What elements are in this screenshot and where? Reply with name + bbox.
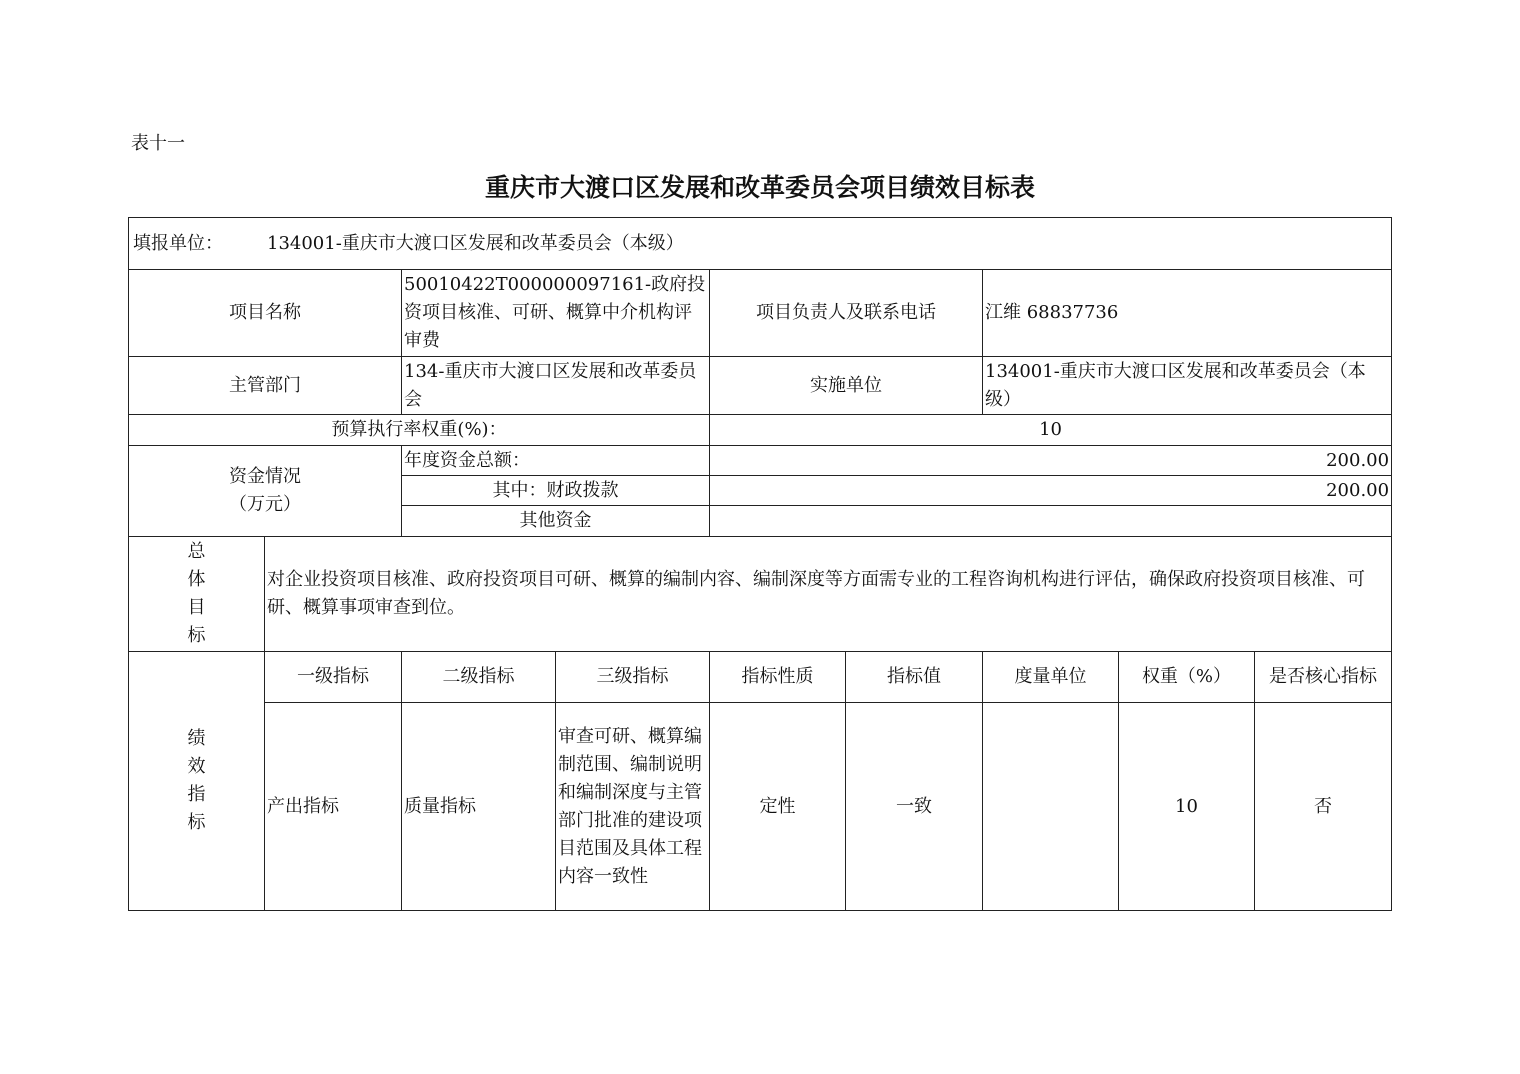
indicators-label-char: 指 [187,784,206,805]
impl-unit-label: 实施单位 [710,357,983,415]
indicator-value: 一致 [846,703,983,911]
fill-unit-cell [129,218,1392,270]
budget-weight-row [129,415,1392,446]
annual-total-label: 年度资金总额： [402,446,710,476]
budget-weight-label: 预算执行率权重(%)： [129,415,710,446]
indicator-level2: 质量指标 [402,703,556,911]
budget-weight-value: 10 [710,415,1392,446]
project-name-value: 50010422T000000097161-政府投资项目核准、可研、概算中介机构评审费 [402,270,710,357]
overall-goal-row [129,537,1392,652]
other-funds-label: 其他资金 [402,506,710,537]
indicator-level3: 审查可研、概算编制范围、编制说明和编制深度与主管部门批准的建设项目范围及具体工程内容一致性 [556,703,710,911]
column-header: 是否核心指标 [1255,652,1392,703]
column-header: 度量单位 [983,652,1119,703]
funds-label-line1: 资金情况 [229,466,301,487]
funds-label-line2: （万元） [229,494,301,515]
indicator-header-row [129,652,1392,703]
project-name-label: 项目名称 [129,270,402,357]
table-number: 表十一 [131,133,185,154]
overall-goal-label-char: 标 [187,625,206,646]
fill-unit-row [129,218,1392,270]
fill-unit-label: 填报单位： [133,232,223,254]
indicator-nature: 定性 [710,703,846,911]
column-header: 权重（%） [1119,652,1255,703]
other-funds-value [710,506,1392,537]
table-row [129,703,1392,911]
indicators-label [129,652,265,911]
dept-value: 134-重庆市大渡口区发展和改革委员会 [402,357,710,415]
page-title: 重庆市大渡口区发展和改革委员会项目绩效目标表 [484,173,1035,202]
contact-value: 江维 68837736 [983,270,1392,357]
column-header: 三级指标 [556,652,710,703]
funds-label [129,446,402,537]
funds-total-row [129,446,1392,476]
contact-label: 项目负责人及联系电话 [710,270,983,357]
column-header: 指标性质 [710,652,846,703]
performance-target-table [128,217,1392,911]
indicator-weight: 10 [1119,703,1255,911]
fiscal-label: 其中：财政拨款 [402,476,710,506]
overall-goal-label-char: 体 [187,569,206,590]
impl-unit-value: 134001-重庆市大渡口区发展和改革委员会（本级） [983,357,1392,415]
dept-label: 主管部门 [129,357,402,415]
indicators-label-char: 绩 [187,728,206,749]
column-header: 二级指标 [402,652,556,703]
dept-row [129,357,1392,415]
indicator-level1: 产出指标 [265,703,402,911]
project-name-row [129,270,1392,357]
indicator-core: 否 [1255,703,1392,911]
indicator-unit [983,703,1119,911]
fiscal-value: 200.00 [710,476,1392,506]
overall-goal-text: 对企业投资项目核准、政府投资项目可研、概算的编制内容、编制深度等方面需专业的工程咨询机构进行评估，确保政府投资项目核准、可研、概算事项审查到位。 [265,537,1392,652]
overall-goal-label [129,537,265,652]
indicators-label-char: 标 [187,812,206,833]
indicators-label-char: 效 [187,756,206,777]
overall-goal-label-char: 总 [187,541,206,562]
annual-total-value: 200.00 [710,446,1392,476]
column-header: 一级指标 [265,652,402,703]
overall-goal-label-char: 目 [187,597,206,618]
fill-unit-value: 134001-重庆市大渡口区发展和改革委员会（本级） [267,232,684,254]
column-header: 指标值 [846,652,983,703]
